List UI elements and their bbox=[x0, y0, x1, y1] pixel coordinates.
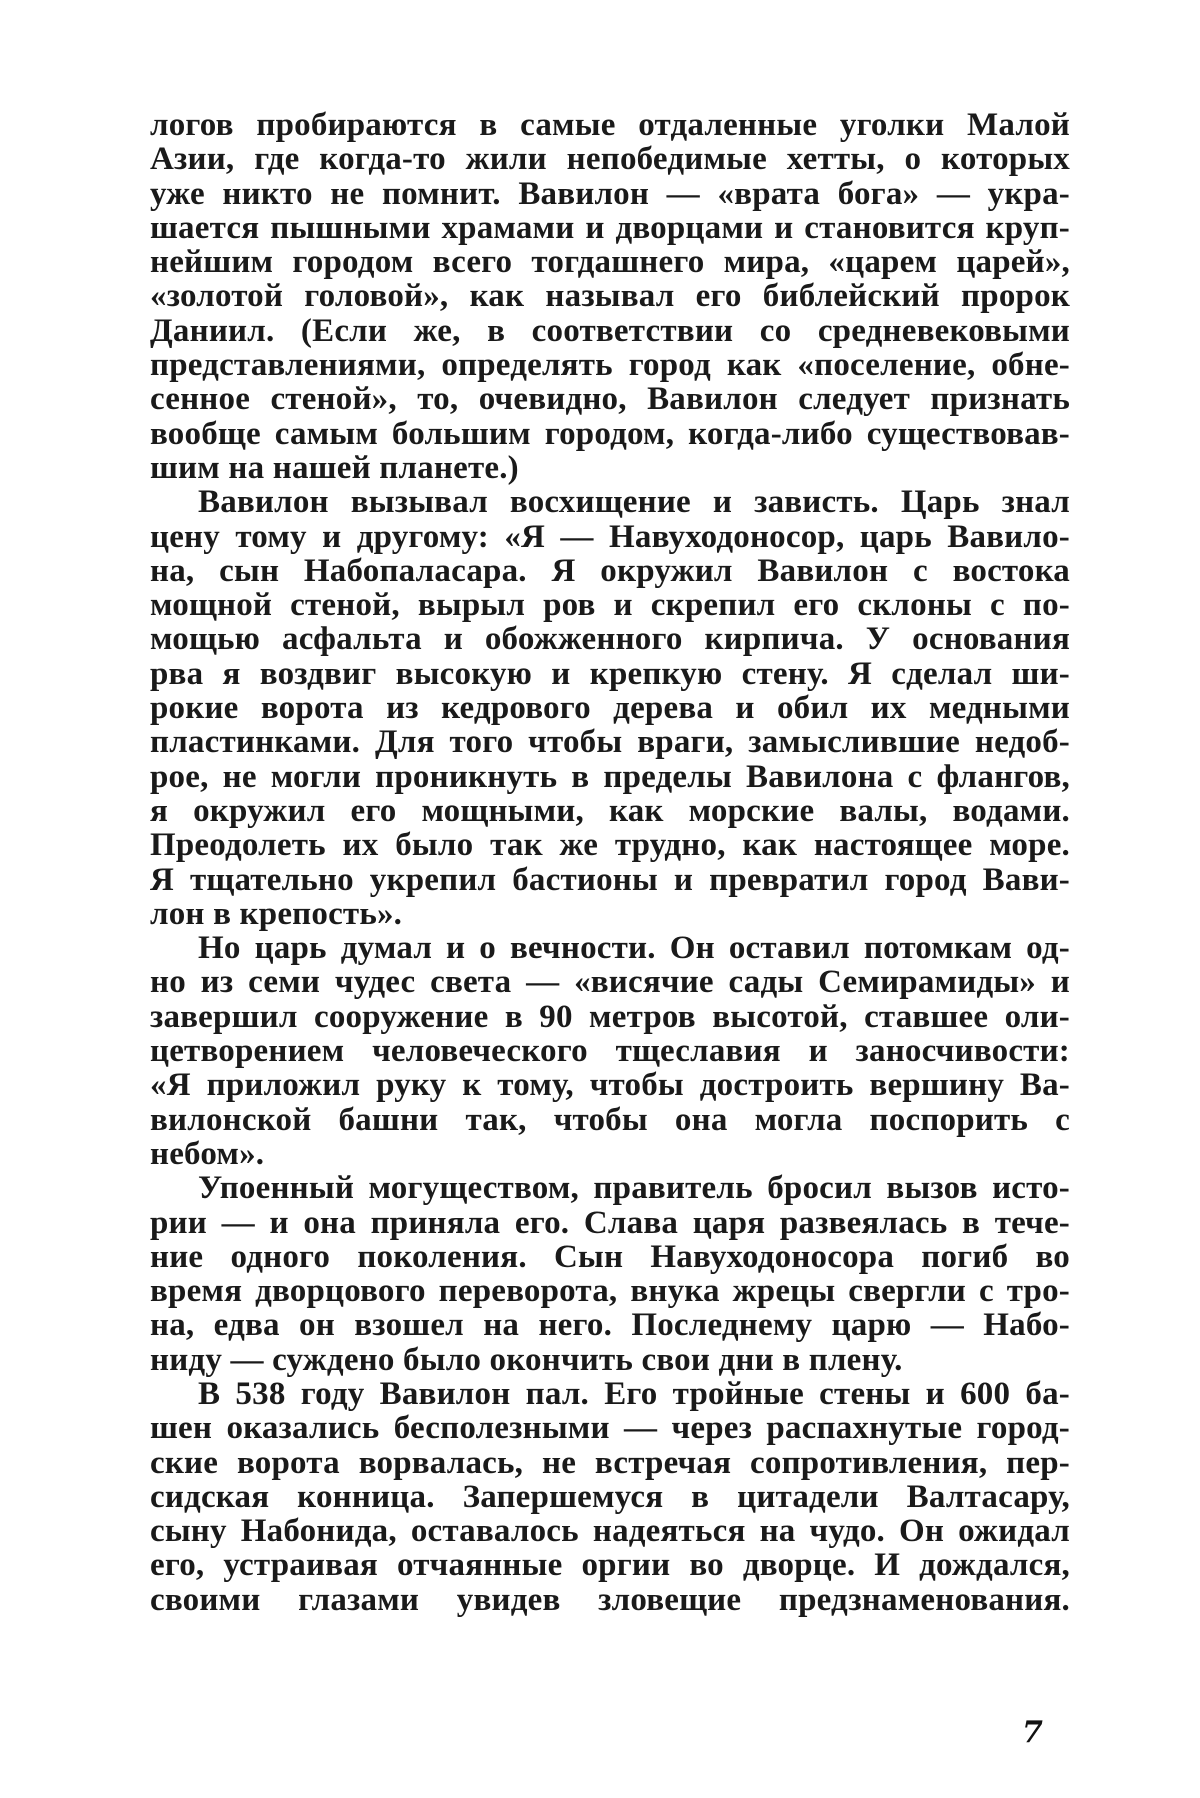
text-line: на, сын Набопаласара. Я окружил Вавилон с востока bbox=[150, 553, 1070, 589]
text-line: нейшим городом всего тогдашнего мира, «царем царей», bbox=[150, 245, 1070, 280]
paragraph-first-line: Но царь думал и о вечности. Он оставил потомкам од- bbox=[198, 931, 1070, 966]
paragraph-first-line: В 538 году Вавилон пал. Его тройные стены и 600 ба- bbox=[198, 1376, 1070, 1412]
text-line: уже никто не помнит. Вавилон — «врата бога» — укра- bbox=[150, 176, 1070, 211]
text-line: лон в крепость». bbox=[150, 896, 403, 932]
text-line: вообще самым большим городом, когда-либо существовав- bbox=[150, 416, 1070, 451]
text-line: я окружил его мощными, как морские валы, водами. bbox=[150, 793, 1070, 829]
text-line: «Я приложил руку к тому, чтобы достроить вершину Ва- bbox=[150, 1068, 1070, 1103]
text-line: представлениями, определять город как «поселение, обне- bbox=[150, 348, 1070, 383]
paragraph-first-line: Упоенный могуществом, правитель бросил вызов исто- bbox=[198, 1171, 1070, 1206]
text-line: сыну Набонида, оставалось надеяться на чудо. Он ожидал bbox=[150, 1514, 1070, 1549]
text-line: мощью асфальта и обожженного кирпича. У основания bbox=[150, 622, 1070, 657]
text-line: шим на нашей планете.) bbox=[150, 450, 519, 486]
text-line: Азии, где когда-то жили непобедимые хетты, о которых bbox=[150, 142, 1070, 177]
text-line: «золотой головой», как называл его библейский пророк bbox=[150, 279, 1070, 314]
text-line: шается пышными храмами и дворцами и становится круп- bbox=[150, 210, 1070, 246]
text-line: но из семи чудес света — «висячие сады Семирамиды» и bbox=[150, 965, 1070, 1000]
text-line: вилонской башни так, чтобы она могла поспорить с bbox=[150, 1102, 1070, 1137]
text-line: логов пробираются в самые отдаленные уголки Малой bbox=[150, 108, 1070, 143]
text-line: на, едва он взошел на него. Последнему царю — Набо- bbox=[150, 1308, 1070, 1343]
text-line: завершил сооружение в 90 метров высотой, ставшее оли- bbox=[150, 999, 1070, 1035]
text-line: Преодолеть их было так же трудно, как настоящее море. bbox=[150, 828, 1070, 863]
text-line: время дворцового переворота, внука жрецы свергли с тро- bbox=[150, 1274, 1070, 1309]
text-line: Даниил. (Если же, в соответствии со средневековыми bbox=[150, 313, 1070, 349]
paragraph-first-line: Вавилон вызывал восхищение и зависть. Царь знал bbox=[198, 485, 1070, 520]
text-line: Я тщательно укрепил бастионы и превратил город Вави- bbox=[150, 862, 1070, 897]
text-line: пластинками. Для того чтобы враги, замыслившие недоб- bbox=[150, 725, 1070, 760]
page-number: 7 bbox=[1022, 1715, 1043, 1750]
text-line: ниду — суждено было окончить свои дни в плену. bbox=[150, 1342, 903, 1377]
text-line: рва я воздвиг высокую и крепкую стену. Я сделал ши- bbox=[150, 656, 1070, 692]
text-line: его, устраивая отчаянные оргии во дворце. И дождался, bbox=[150, 1548, 1070, 1583]
text-line: ние одного поколения. Сын Навуходоносора погиб во bbox=[150, 1239, 1070, 1275]
text-line: сенное стеной», то, очевидно, Вавилон следует признать bbox=[150, 382, 1070, 417]
text-line: рокие ворота из кедрового дерева и обил их медными bbox=[150, 691, 1070, 726]
text-line: цену тому и другому: «Я — Навуходоносор, царь Вавило- bbox=[150, 519, 1070, 554]
text-line: ские ворота ворвалась, не встречая сопротивления, пер- bbox=[150, 1445, 1070, 1480]
text-line: рии — и она приняла его. Слава царя развеялась в тече- bbox=[150, 1205, 1070, 1240]
text-line: цетворением человеческого тщеславия и заносчивости: bbox=[150, 1034, 1070, 1069]
text-line: рое, не могли проникнуть в пределы Вавилона с флангов, bbox=[150, 759, 1070, 794]
text-line: шен оказались бесполезными — через распахнутые город- bbox=[150, 1411, 1070, 1446]
text-line: сидская конница. Запершемуся в цитадели Валтасару, bbox=[150, 1479, 1070, 1515]
text-line: мощной стеной, вырыл ров и скрепил его склоны с по- bbox=[150, 588, 1070, 623]
text-line: своими глазами увидев зловещие предзнаменования. bbox=[150, 1582, 1070, 1618]
text-line: небом». bbox=[150, 1136, 265, 1172]
body-text bbox=[150, 108, 1070, 1617]
